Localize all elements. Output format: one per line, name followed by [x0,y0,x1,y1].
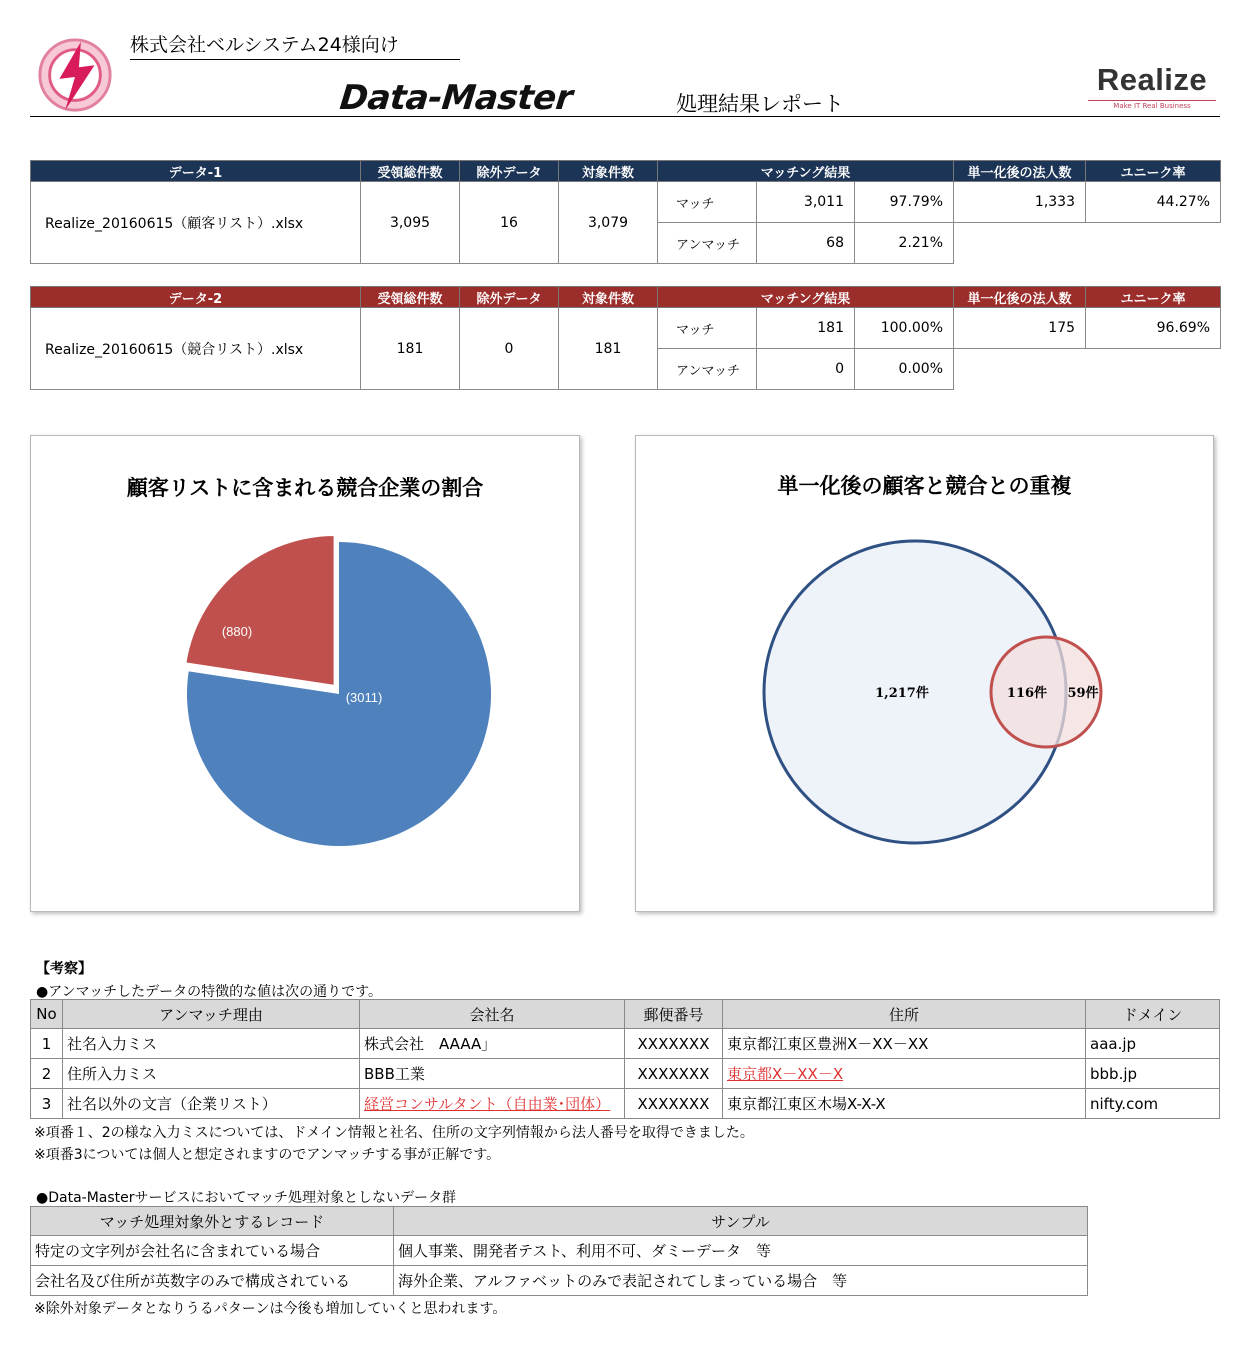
row-domain: bbb.jp [1086,1059,1220,1089]
row-address-error: 東京都X－XX－X [727,1065,844,1083]
pie-slice-label-other: (3011) [345,690,383,705]
row-company: BBB工業 [360,1059,625,1089]
data2-unmatch-pct: 0.00% [855,349,954,390]
data1-unmatch-count: 68 [757,223,855,264]
data1-excluded: 16 [460,182,559,264]
col-excluded: 除外データ [460,161,559,182]
data1-label: データ-1 [31,161,361,182]
unmatch-table [30,999,1220,1119]
data2-unmatch-count: 0 [757,349,855,390]
data1-file: Realize_20160615（顧客リスト）.xlsx [31,182,361,264]
row-company: 株式会社 AAAA」 [360,1029,625,1059]
table-row [31,1089,1220,1119]
data1-match-count: 3,011 [757,182,855,223]
row-address: 東京都江東区豊洲X－XX－XX [723,1029,1086,1059]
row-no: 2 [31,1059,63,1089]
data2-received: 181 [361,308,460,390]
table-row [31,1266,1088,1296]
row-address [723,1059,1086,1089]
row-zip: XXXXXXX [625,1089,723,1119]
company-logo-icon [36,36,114,114]
col-unique-rate: ユニーク率 [1086,287,1221,308]
realize-logo-name: Realize [1096,62,1208,97]
exclusion-sample: 海外企業、アルファベットのみで表記されてしまっている場合 等 [394,1266,1088,1296]
data2-corporations: 175 [954,308,1086,349]
row-no: 1 [31,1029,63,1059]
data1-match-pct: 97.79% [855,182,954,223]
data2-excluded: 0 [460,308,559,390]
table-row [31,1236,1088,1266]
blank-cell [954,223,1221,264]
venn-chart-title: 単一化後の顧客と競合との重複 [777,473,1072,498]
data1-unique-rate: 44.27% [1086,182,1221,223]
data2-file: Realize_20160615（競合リスト）.xlsx [31,308,361,390]
col-target: 対象件数 [559,287,658,308]
row-zip: XXXXXXX [625,1029,723,1059]
col-sample: サンプル [394,1207,1088,1236]
pie-slice-label-competitor: (880) [221,624,253,639]
brand-title: Data-Master [337,78,575,118]
col-excluded: 除外データ [460,287,559,308]
table-row [31,1029,1220,1059]
col-corporations: 単一化後の法人数 [954,287,1086,308]
data1-corporations: 1,333 [954,182,1086,223]
row-zip: XXXXXXX [625,1059,723,1089]
exclusion-sample: 個人事業、開発者テスト、利用不可、ダミーデータ 等 [394,1236,1088,1266]
data1-unmatch-pct: 2.21% [855,223,954,264]
table-row [31,1059,1220,1089]
exclusion-record: 特定の文字列が会社名に含まれている場合 [31,1236,394,1266]
venn-label-customer-only: 1,217件 [875,686,929,701]
col-no: No [31,1000,63,1029]
data1-received: 3,095 [361,182,460,264]
col-target: 対象件数 [559,161,658,182]
data2-unique-rate: 96.69% [1086,308,1221,349]
row-no: 3 [31,1089,63,1119]
row-reason: 住所入力ミス [63,1059,360,1089]
data2-match-pct: 100.00% [855,308,954,349]
col-unique-rate: ユニーク率 [1086,161,1221,182]
col-reason: アンマッチ理由 [63,1000,360,1029]
data2-match-count: 181 [757,308,855,349]
col-domain: ドメイン [1086,1000,1220,1029]
note-3: ※除外対象データとなりうるパターンは今後も増加していくと思われます。 [34,1301,507,1317]
col-corporations: 単一化後の法人数 [954,161,1086,182]
data2-result-table [30,286,1221,390]
exclusion-heading: ●Data-Masterサービスにおいてマッチ処理対象としないデータ群 [36,1190,456,1206]
note-1: ※項番１、2の様な入力ミスについては、ドメイン情報と社名、住所の文字列情報から法人番号を取得できました。 [34,1125,754,1141]
exclusion-table [30,1206,1088,1296]
pie-chart-title: 顧客リストに含まれる競合企業の割合 [126,475,484,500]
row-reason: 社名以外の文言（企業リスト） [63,1089,360,1119]
row-company-error: 経営コンサルタント（自由業･団体） [364,1095,611,1113]
col-address: 住所 [723,1000,1086,1029]
venn-chart-panel [635,435,1214,912]
realize-logo-tagline: Make IT Real Business [1088,100,1216,110]
analysis-heading: 【考察】 [36,961,92,977]
header-divider [30,116,1220,117]
col-received: 受領総件数 [361,161,460,182]
col-received: 受領総件数 [361,287,460,308]
data2-unmatch-label: アンマッチ [658,349,757,390]
data2-target: 181 [559,308,658,390]
venn-label-overlap: 116件 [1006,686,1048,701]
pie-slice-competitor [185,534,335,686]
pie-chart-panel [30,435,580,912]
col-record: マッチ処理対象外とするレコード [31,1207,394,1236]
col-matching: マッチング結果 [658,287,954,308]
analysis-intro: ●アンマッチしたデータの特徴的な値は次の通りです。 [36,984,382,1000]
client-name: 株式会社ベルシステム24様向け [130,30,460,60]
venn-label-competitor-only: 59件 [1067,686,1099,701]
data1-unmatch-label: アンマッチ [658,223,757,264]
row-address: 東京都江東区木場X-X-X [723,1089,1086,1119]
row-reason: 社名入力ミス [63,1029,360,1059]
data2-label: データ-2 [31,287,361,308]
col-zip: 郵便番号 [625,1000,723,1029]
row-domain: aaa.jp [1086,1029,1220,1059]
pie-chart [31,436,579,911]
exclusion-record: 会社名及び住所が英数字のみで構成されている [31,1266,394,1296]
col-company: 会社名 [360,1000,625,1029]
note-2: ※項番3については個人と想定されますのでアンマッチする事が正解です。 [34,1147,501,1163]
row-domain: nifty.com [1086,1089,1220,1119]
venn-chart [636,436,1213,911]
data1-match-label: マッチ [658,182,757,223]
blank-cell [954,349,1221,390]
report-title: 処理結果レポート [676,92,844,116]
data2-match-label: マッチ [658,308,757,349]
row-company [360,1089,625,1119]
col-matching: マッチング結果 [658,161,954,182]
realize-logo [1088,62,1216,110]
data1-target: 3,079 [559,182,658,264]
data1-result-table [30,160,1221,264]
